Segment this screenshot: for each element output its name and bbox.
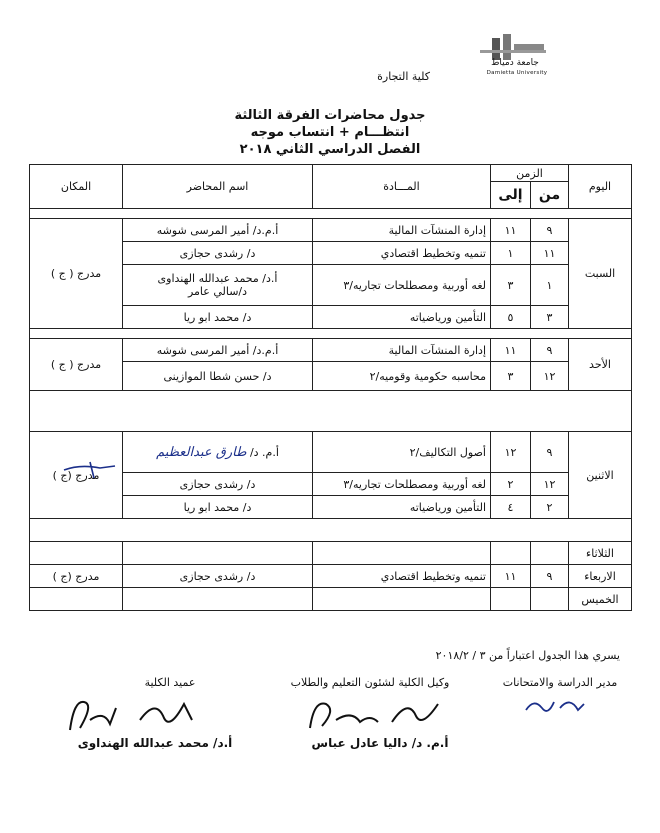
cell-subject: تنميه وتخطيط اقتصادي <box>313 242 491 265</box>
vice-dean-title: وكيل الكلية لشئون التعليم والطلاب <box>290 676 450 689</box>
term-label: الفصل الدراسي الثاني ٢٠١٨ <box>239 142 421 157</box>
cell-lecturer: د/ رشدى حجازى <box>123 565 313 588</box>
director-title: مدير الدراسة والامتحانات <box>502 676 618 689</box>
day-sunday: الأحد <box>569 339 632 391</box>
table-row <box>30 339 632 362</box>
dean-title: عميد الكلية <box>144 676 196 689</box>
cell-to: ٣ <box>491 265 531 306</box>
cell-to: ١٢ <box>491 432 531 473</box>
cell-subject: لغه أوربية ومصطلحات تجاريه/٣ <box>313 473 491 496</box>
day-tuesday: الثلاثاء <box>569 542 632 565</box>
cell-subject: محاسبه حكومية وقوميه/٢ <box>313 362 491 391</box>
header-subject: المـــادة <box>313 165 491 209</box>
dean-name: أ.د/ محمد عبدالله الهنداوى <box>77 736 233 750</box>
table-row <box>30 219 632 242</box>
schedule-table <box>29 164 632 611</box>
day-thursday: الخميس <box>569 588 632 611</box>
lecturer-line-2: د/سالي عامر <box>187 285 248 298</box>
table-row <box>30 565 632 588</box>
cell-lecturer: أ.م.د/ أمير المرسى شوشه <box>123 339 313 362</box>
cell-from: ٩ <box>531 339 569 362</box>
spacer-row <box>30 209 632 219</box>
cell-from: ١٢ <box>531 473 569 496</box>
page-subtitle: انتظـــام + انتساب موجه <box>250 125 410 140</box>
cell-to: ٣ <box>491 362 531 391</box>
header-day: اليوم <box>569 165 632 209</box>
place-sunday: مدرج ( ج ) <box>30 339 123 391</box>
spacer-row <box>30 329 632 339</box>
handwritten-signature-mark <box>60 458 120 482</box>
place-wednesday: مدرج (ج ) <box>30 565 123 588</box>
cell-from: ١١ <box>531 242 569 265</box>
spacer-row <box>30 391 632 432</box>
table-row <box>30 588 632 611</box>
cell-subject: التأمين ورياضياته <box>313 496 491 519</box>
dean-signature <box>60 690 210 738</box>
vice-dean-signature <box>300 692 450 736</box>
header-place: المكان <box>30 165 123 209</box>
cell-from: ٩ <box>531 432 569 473</box>
page-title: جدول محاضرات الفرقة الثالثة <box>234 108 426 123</box>
cell-to: ١١ <box>491 565 531 588</box>
header-from: من <box>531 182 569 209</box>
cell-to: ١ <box>491 242 531 265</box>
cell-lecturer <box>123 265 313 306</box>
logo-text: جامعة دمياط <box>491 58 539 68</box>
cell-from: ٩ <box>531 219 569 242</box>
cell-lecturer: د/ محمد ابو ريا <box>123 306 313 329</box>
header-time: الزمن <box>491 165 569 182</box>
cell-subject: إدارة المنشآت المالية <box>313 339 491 362</box>
cell-subject: تنميه وتخطيط اقتصادي <box>313 565 491 588</box>
cell-lecturer: أ.م.د/ أمير المرسى شوشه <box>123 219 313 242</box>
effective-date-note: يسري هذا الجدول اعتباراً من ٣ / ٢٠١٨/٢ <box>435 649 620 662</box>
cell-to: ٤ <box>491 496 531 519</box>
cell-from: ٢ <box>531 496 569 519</box>
place-saturday: مدرج ( ج ) <box>30 219 123 329</box>
faculty-name: كلية التجارة <box>377 70 430 83</box>
cell-subject: لغه أوربية ومصطلحات تجاريه/٣ <box>313 265 491 306</box>
table-header-row <box>30 165 632 182</box>
cell-to: ١١ <box>491 339 531 362</box>
cell-to: ٢ <box>491 473 531 496</box>
cell-from: ١ <box>531 265 569 306</box>
day-saturday: السبت <box>569 219 632 329</box>
logo-subtext: Damietta University <box>486 70 548 76</box>
day-wednesday: الاربعاء <box>569 565 632 588</box>
cell-subject: إدارة المنشآت المالية <box>313 219 491 242</box>
table-row <box>30 542 632 565</box>
cell-from: ٩ <box>531 565 569 588</box>
day-monday: الاثنين <box>569 432 632 519</box>
director-signature <box>520 690 590 720</box>
cell-lecturer: د/ حسن شطا الموازينى <box>123 362 313 391</box>
cell-to: ٥ <box>491 306 531 329</box>
cell-from: ١٢ <box>531 362 569 391</box>
cell-to: ١١ <box>491 219 531 242</box>
cell-subject: أصول التكاليف/٢ <box>313 432 491 473</box>
lecturer-line-1: أ.د/ محمد عبدالله الهنداوى <box>157 272 278 285</box>
lecturer-prefix: أ.م. د/ <box>249 445 279 459</box>
cell-lecturer: د/ محمد ابو ريا <box>123 496 313 519</box>
header-to: إلى <box>491 182 531 209</box>
cell-lecturer: د/ رشدى حجازى <box>123 473 313 496</box>
cell-subject: التأمين ورياضياته <box>313 306 491 329</box>
cell-lecturer <box>123 432 313 473</box>
header-lecturer: اسم المحاضر <box>123 165 313 209</box>
cell-from: ٣ <box>531 306 569 329</box>
vice-dean-name: أ.م. د/ داليا عادل عباس <box>311 736 449 750</box>
handwritten-lecturer-name: طارق عبدالعظيم <box>156 444 247 460</box>
place-monday: مدرج (ج ) <box>30 432 123 519</box>
spacer-row <box>30 519 632 542</box>
cell-lecturer: د/ رشدى حجازى <box>123 242 313 265</box>
